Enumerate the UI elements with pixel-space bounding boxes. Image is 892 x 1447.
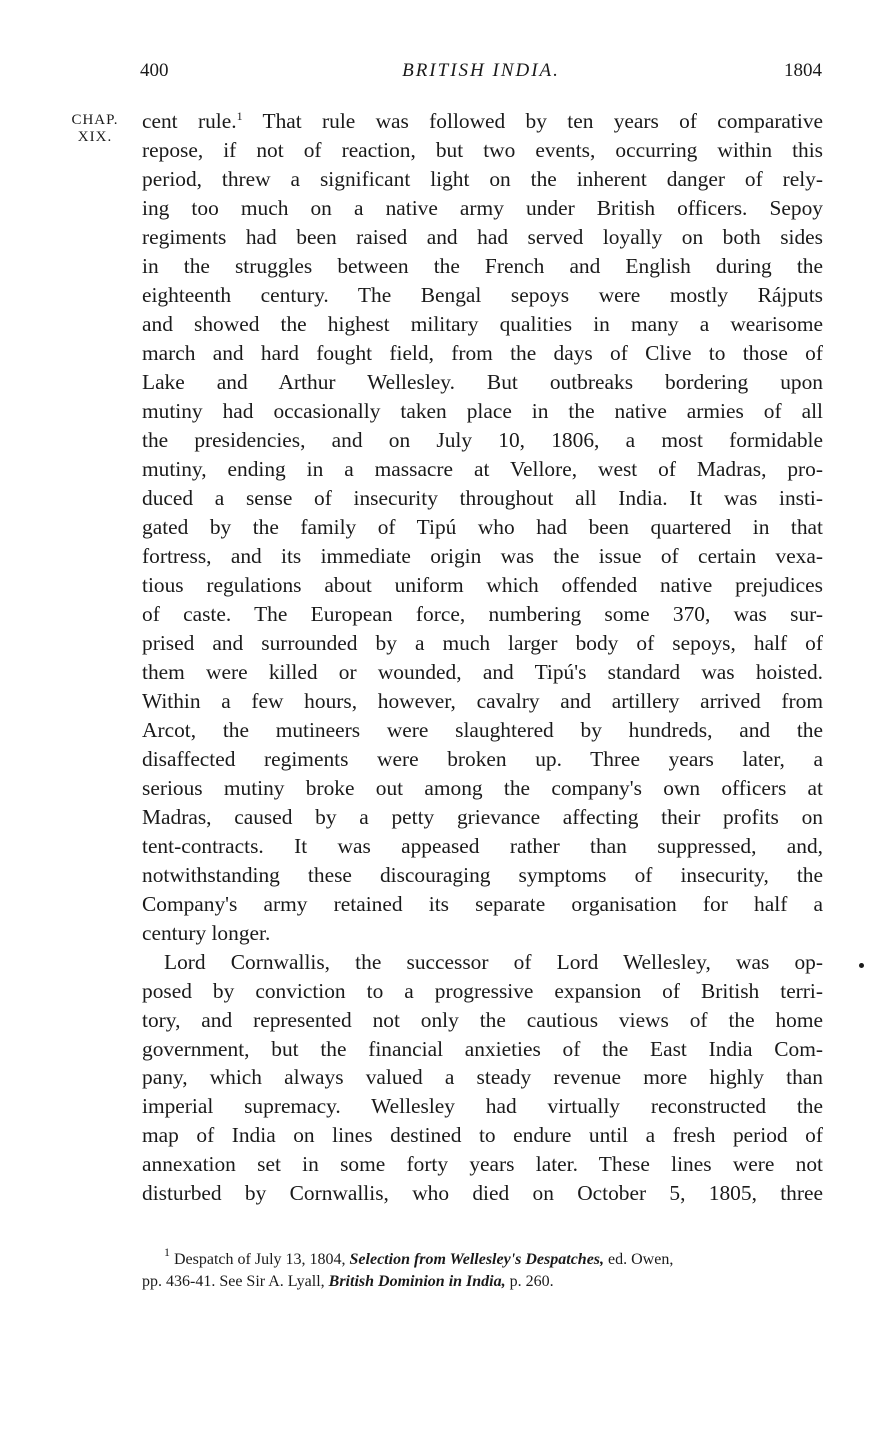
text-line: regiments had been raised and had served loyally on both sides [142, 224, 823, 249]
text-line: duced a sense of insecurity throughout all India. It was insti- [142, 485, 823, 510]
text-line: prised and surrounded by a much larger body of sepoys, half of [142, 630, 823, 655]
header-year: 1804 [784, 60, 822, 81]
text-line: century longer. [142, 920, 271, 945]
text-line: in the struggles between the French and English during the [142, 253, 823, 278]
text-line: Madras, caused by a petty grievance affecting their profits on [142, 804, 823, 829]
paragraph-first-line: Lord Cornwallis, the successor of Lord Wellesley, was op- [164, 949, 823, 974]
ink-speck [859, 963, 864, 968]
text-line: repose, if not of reaction, but two events, occurring within this [142, 137, 823, 162]
text-line: gated by the family of Tipú who had been quartered in that [142, 514, 823, 539]
text-line: tent-contracts. It was appeased rather than suppressed, and, [142, 833, 823, 858]
text-line: the presidencies, and on July 10, 1806, a most formidable [142, 427, 823, 452]
text-line: tory, and represented not only the cautious views of the home [142, 1007, 823, 1032]
text-line: period, threw a significant light on the inherent danger of rely- [142, 166, 823, 191]
text-line: eighteenth century. The Bengal sepoys were mostly Rájputs [142, 282, 823, 307]
text-line: map of India on lines destined to endure until a fresh period of [142, 1123, 823, 1148]
text-line: pany, which always valued a steady revenue more highly than [142, 1065, 823, 1090]
text-line: mutiny, ending in a massacre at Vellore, west of Madras, pro- [142, 456, 823, 481]
text-line: Company's army retained its separate organisation for half a [142, 891, 823, 916]
footnote-line: $^1$ Despatch of July 13, 1804, Selection from Wellesley's Despatches, ed. Owen, [164, 1245, 674, 1268]
text-line: Arcot, the mutineers were slaughtered by hundreds, and the [142, 717, 823, 742]
text-line: government, but the financial anxieties of the East India Com- [142, 1036, 823, 1061]
page-number: 400 [140, 60, 169, 81]
text-line: Lake and Arthur Wellesley. But outbreaks bordering upon [142, 369, 823, 394]
text-line: cent rule.$^1$ That rule was followed by ten years of comparative [142, 109, 824, 133]
text-line: disaffected regiments were broken up. Three years later, a [142, 746, 823, 771]
footnote-marker: 1 [236, 109, 243, 123]
text-line: of caste. The European force, numbering some 370, was sur- [142, 601, 823, 626]
text-line: tious regulations about uniform which offended native prejudices [142, 572, 823, 597]
text-line: Within a few hours, however, cavalry and artillery arrived from [142, 688, 823, 713]
footnote-line: pp. 436-41. See Sir A. Lyall, British Dominion in India, p. 260. [142, 1273, 554, 1290]
text-line: disturbed by Cornwallis, who died on October 5, 1805, three [142, 1181, 823, 1206]
chapter-label: CHAP. [71, 112, 119, 128]
running-title: BRITISH INDIA. [402, 60, 560, 81]
text-line: posed by conviction to a progressive expansion of British terri- [142, 978, 823, 1003]
text-line: notwithstanding these discouraging symptoms of insecurity, the [142, 862, 823, 887]
text-line: annexation set in some forty years later. These lines were not [142, 1152, 823, 1177]
text-line: and showed the highest military qualities in many a wearisome [142, 311, 823, 336]
text-line: imperial supremacy. Wellesley had virtually reconstructed the [142, 1094, 823, 1119]
text-line: mutiny had occasionally taken place in the native armies of all [142, 398, 823, 423]
footnote-number: 1 [164, 1245, 170, 1259]
chapter-margin-note [60, 112, 130, 146]
text-line: serious mutiny broke out among the company's own officers at [142, 775, 823, 800]
text-line: them were killed or wounded, and Tipú's standard was hoisted. [142, 659, 823, 684]
footnote-title: Selection from Wellesley's Despatches, [349, 1251, 605, 1268]
text-line: fortress, and its immediate origin was the issue of certain vexa- [142, 543, 823, 568]
footnote-title: British Dominion in India, [328, 1273, 506, 1290]
footnote [142, 1245, 823, 1293]
text-line: ing too much on a native army under British officers. Sepoy [142, 195, 823, 220]
text-line: march and hard fought field, from the days of Clive to those of [142, 340, 823, 365]
running-header [140, 60, 822, 90]
chapter-number: XIX. [77, 129, 113, 145]
body-text [142, 107, 823, 1208]
